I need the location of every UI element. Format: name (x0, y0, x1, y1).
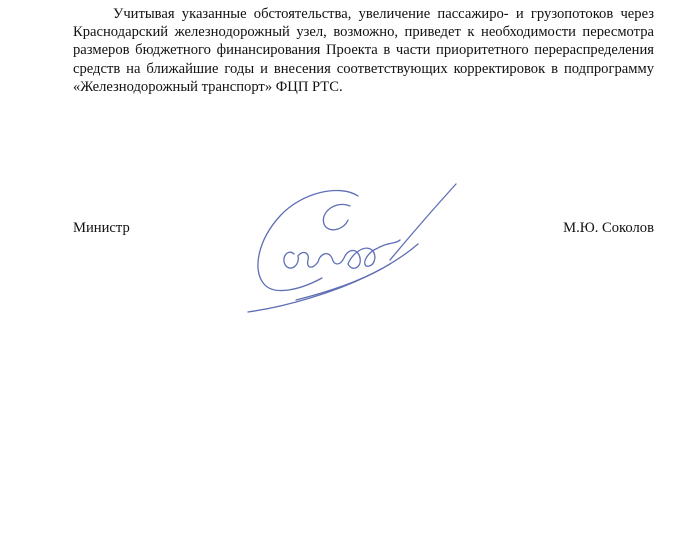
signature-stroke-tail (296, 264, 390, 300)
signature-stroke-letters (284, 240, 400, 268)
signatory-role: Министр (73, 220, 130, 236)
signature-stroke-slash (390, 184, 456, 260)
signature-stroke-underline (248, 244, 418, 312)
handwritten-signature (240, 178, 465, 318)
body-paragraph: Учитывая указанные обстоятельства, увеличение пассажиро- и грузопотоков через Краснодарский железнодорожный узел, возможно, приведет к необходимости пересмотра размеров бюджетного финансирования Проекта в части приоритетного перераспределения средств на ближайшие годы и внесения соответствующих корректировок в подпрограмму «Железнодорожный транспорт» ФЦП РТС. (73, 6, 654, 95)
signatory-name: М.Ю. Соколов (563, 220, 654, 236)
signature-stroke-outer-loop (258, 190, 358, 290)
signature-stroke-inner-loop (323, 204, 350, 229)
